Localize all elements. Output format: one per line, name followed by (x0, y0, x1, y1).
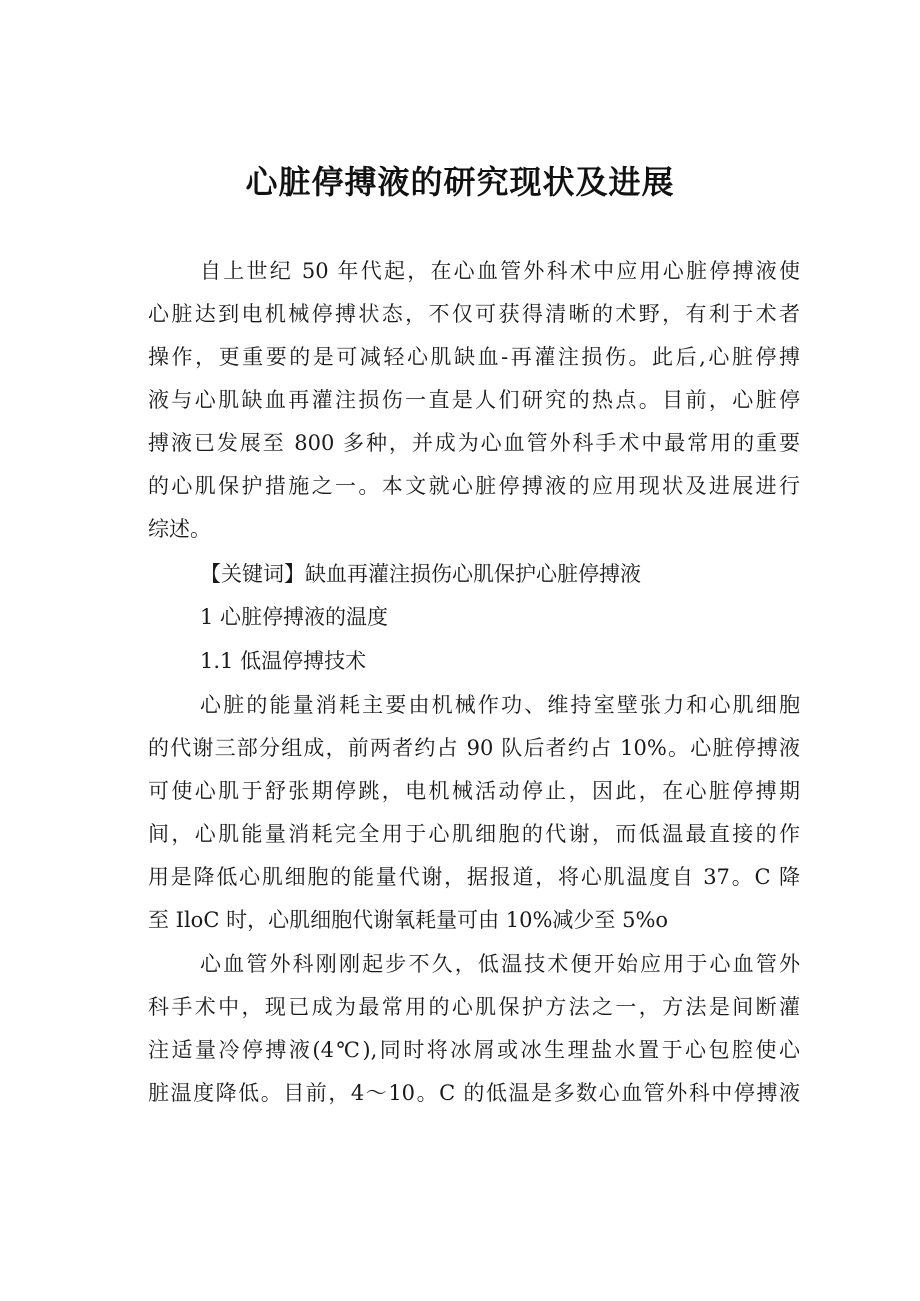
body-paragraph (148, 943, 800, 1115)
text-line: 自上世纪 50 年代起，在心血管外科术中应用心脏停搏液使 (200, 259, 800, 283)
text-line: 的心肌保护措施之一。本文就心脏停搏液的应用现状及进展进行 (148, 474, 800, 498)
abstract-paragraph (148, 250, 800, 551)
text-line: 综述。 (148, 517, 211, 541)
text-line: 的代谢三部分组成，前两者约占 90 队后者约占 10%。心脏停搏液 (148, 736, 800, 760)
text-line: 液与心肌缺血再灌注损伤一直是人们研究的热点。目前，心脏停 (148, 388, 800, 412)
text-line: 操作，更重要的是可减轻心肌缺血-再灌注损伤。此后,心脏停搏 (148, 345, 800, 369)
text-line: 间，心肌能量消耗完全用于心肌细胞的代谢，而低温最直接的作 (148, 822, 800, 846)
text-line: 心脏达到电机械停搏状态，不仅可获得清晰的术野，有利于术者 (148, 302, 800, 326)
text-line: 可使心肌于舒张期停跳，电机械活动停止，因此，在心脏停搏期 (148, 779, 800, 803)
section-heading: 1 心脏停搏液的温度 (200, 605, 389, 629)
text-line: 脏温度降低。目前，4～10。C 的低温是多数心血管外科中停搏液 (148, 1081, 800, 1105)
document-title: 心脏停搏液的研究现状及进展 (245, 163, 675, 201)
body-paragraph (148, 684, 800, 942)
subsection-heading: 1.1 低温停搏技术 (200, 649, 367, 673)
text-line: 搏液已发展至 800 多种，并成为心血管外科手术中最常用的重要 (148, 431, 800, 455)
text-line: 注适量冷停搏液(4℃),同时将冰屑或冰生理盐水置于心包腔使心 (148, 1038, 800, 1062)
text-line: 用是降低心肌细胞的能量代谢，据报道，将心肌温度自 37。C 降 (148, 865, 800, 889)
text-line: 心脏的能量消耗主要由机械作功、维持室壁张力和心肌细胞 (200, 693, 800, 717)
text-line: 至 IloC 时，心肌细胞代谢氧耗量可由 10%减少至 5%o (148, 908, 669, 932)
text-line: 科手术中，现已成为最常用的心肌保护方法之一，方法是间断灌 (148, 995, 800, 1019)
keywords-line: 【关键词】缺血再灌注损伤心肌保护心脏停搏液 (200, 562, 641, 586)
text-line: 心血管外科刚刚起步不久，低温技术便开始应用于心血管外 (200, 952, 800, 976)
